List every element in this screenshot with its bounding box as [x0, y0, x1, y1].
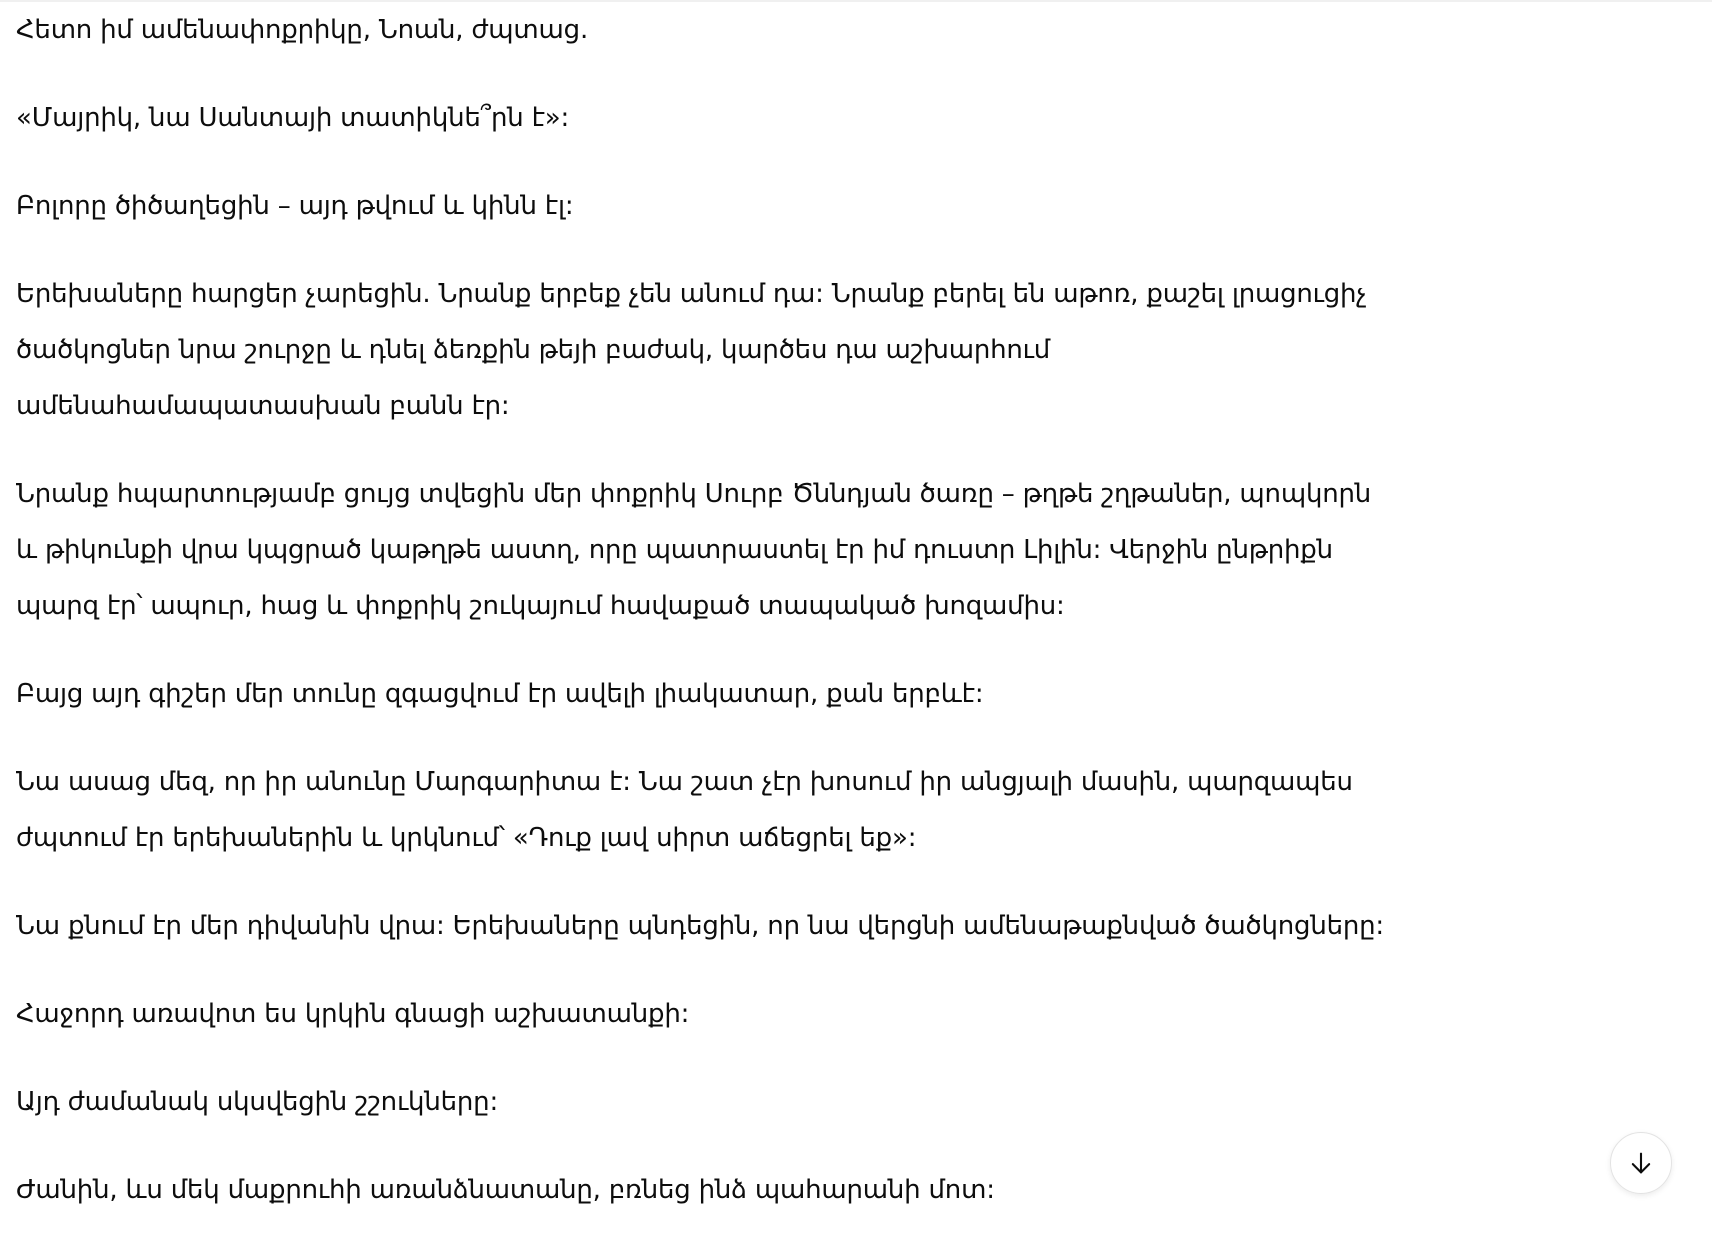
paragraph-line: «Մայրիկ, նա Սանտայի տատիկնե՞րն է»: [16, 103, 570, 133]
paragraph [16, 2, 1384, 58]
scroll-to-bottom-button[interactable] [1610, 1132, 1672, 1194]
paragraph-line: և թիկունքի վրա կպցրած կաթղթե աստղ, որը պատրաստել էր իմ դուստր Լիլին: Վերջին ընթրիքն [16, 535, 1333, 565]
paragraph [16, 466, 1384, 634]
paragraph [16, 666, 1384, 722]
paragraph [16, 986, 1384, 1042]
paragraph-line: Բոլորը ծիծաղեցին – այդ թվում և կինն էլ: [16, 191, 574, 221]
paragraph [16, 1074, 1384, 1130]
message-content [16, 2, 1384, 1250]
paragraph-line: Հետո իմ ամենափոքրիկը, Նոան, ժպտաց. [16, 15, 589, 45]
paragraph-line: Նրանք հպարտությամբ ցույց տվեցին մեր փոքրիկ Սուրբ Ծննդյան ծառը – թղթե շղթաներ, պոպկորն [16, 479, 1372, 509]
paragraph [16, 266, 1384, 434]
paragraph-line: Այդ ժամանակ սկսվեցին շշուկները: [16, 1087, 498, 1117]
paragraph-line: ամենահամապատասխան բանն էր: [16, 391, 510, 421]
paragraph [16, 90, 1384, 146]
paragraph-line: պարզ էր՝ ապուր, հաց և փոքրիկ շուկայում հավաքած տապակած խոզամիս: [16, 591, 1065, 621]
paragraph-line: Բայց այդ գիշեր մեր տունը զգացվում էր ավելի լիակատար, քան երբևէ: [16, 679, 984, 709]
paragraph-line: Հաջորդ առավոտ ես կրկին գնացի աշխատանքի: [16, 999, 690, 1029]
paragraph [16, 1162, 1384, 1218]
paragraph-line: Նա ասաց մեզ, որ իր անունը Մարգարիտա է: Նա շատ չէր խոսում իր անցյալի մասին, պարզապես [16, 767, 1353, 797]
paragraph [16, 754, 1384, 866]
paragraph-line: Երեխաները հարցեր չարեցին. Նրանք երբեք չեն անում դա: Նրանք բերել են աթոռ, քաշել լրացուցիչ [16, 279, 1367, 309]
paragraph [16, 898, 1384, 954]
paragraph-line: Նա քնում էր մեր դիվանին վրա: Երեխաները պնդեցին, որ նա վերցնի ամենաթաքնված ծածկոցները: [16, 911, 1384, 941]
paragraph [16, 178, 1384, 234]
paragraph-line: Ժանին, ևս մեկ մաքրուհի առանձնատանը, բռնեց ինձ պահարանի մոտ: [16, 1175, 995, 1205]
paragraph-line: ծածկոցներ նրա շուրջը և դնել ձեռքին թեյի բաժակ, կարծես դա աշխարհում [16, 335, 1051, 365]
paragraph-line: ժպտում էր երեխաներին և կրկնում՝ «Դուք լավ սիրտ աճեցրել եք»: [16, 823, 917, 853]
arrow-down-icon [1627, 1149, 1655, 1177]
